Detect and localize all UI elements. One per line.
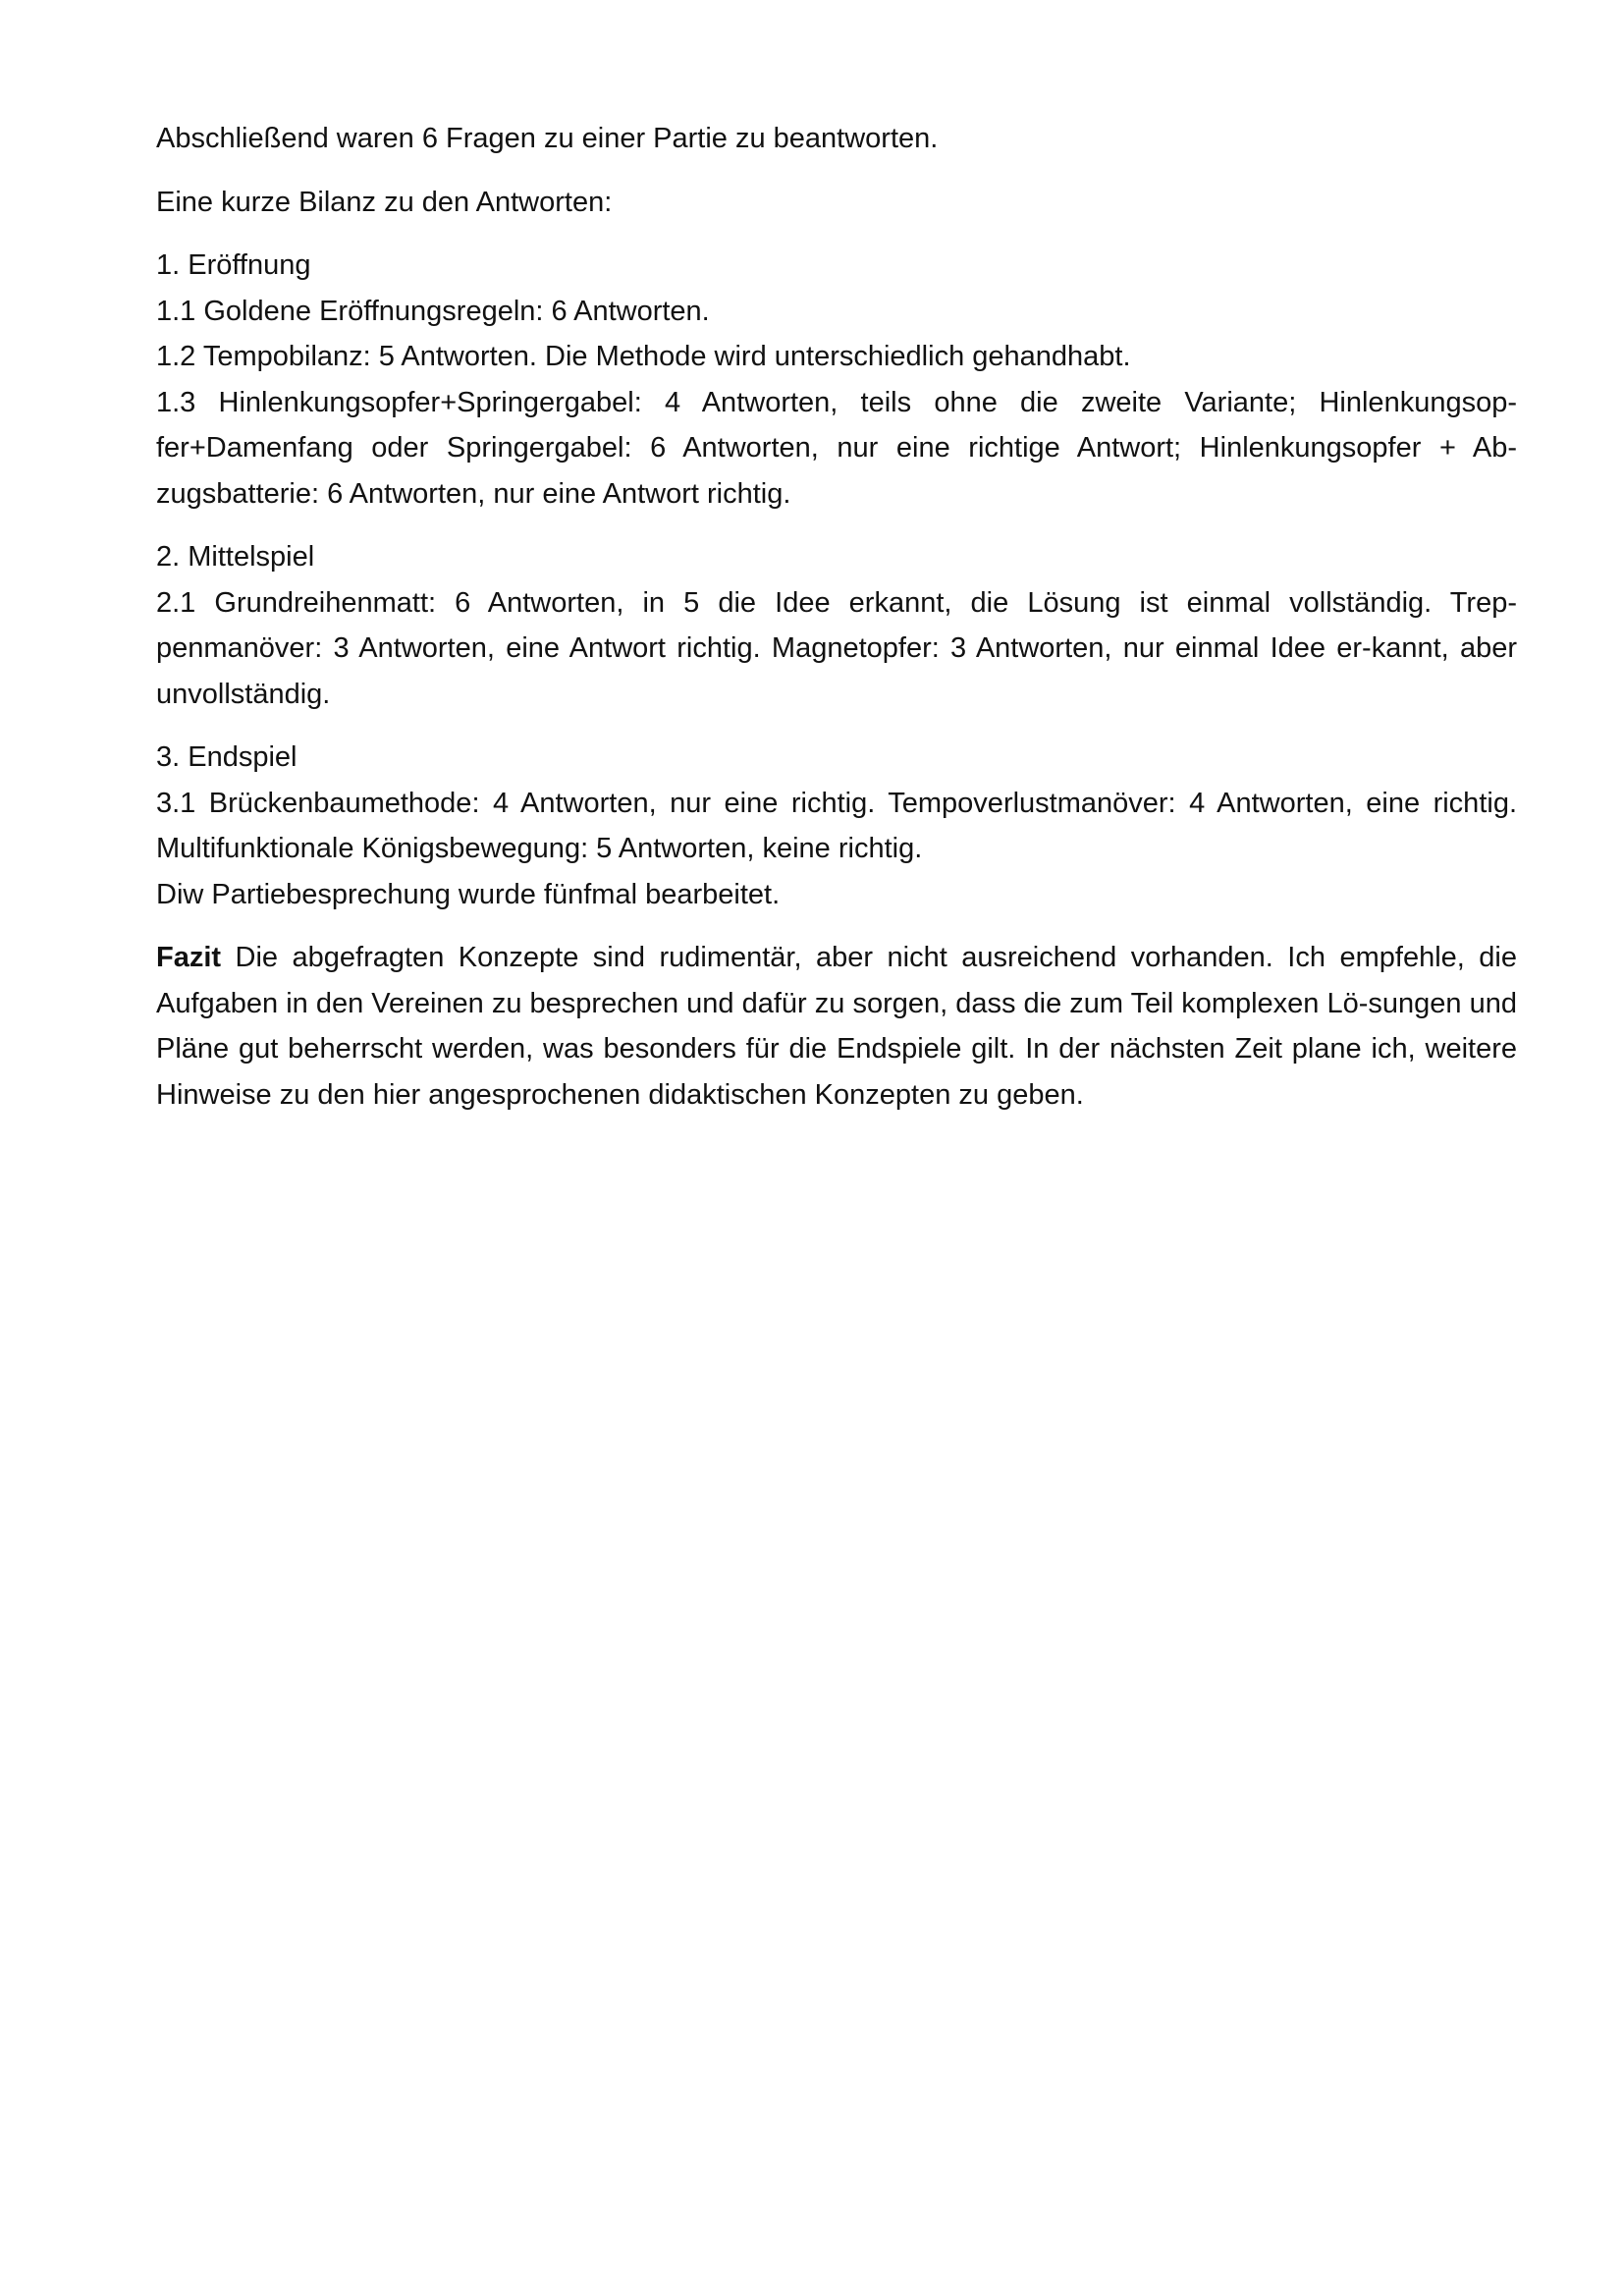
section-heading-opening: 1. Eröffnung xyxy=(156,249,311,281)
item-back-rank-mate: 2.1 Grundreihenmatt: 6 Antworten, in 5 die Idee erkannt, die Lösung ist einmal vollständig. Trep-penmanöver: 3 Antworten, eine Antwort richtig. Magnetopfer: 3 Antworten, nur einmal Idee er-kannt, aber unvollständig. xyxy=(156,586,1517,710)
section-endgame xyxy=(156,735,1517,917)
section-heading-endgame: 3. Endspiel xyxy=(156,741,298,773)
item-tempo-balance: 1.2 Tempobilanz: 5 Antworten. Die Methode wird unterschiedlich gehandhabt. xyxy=(156,341,1131,372)
intro-paragraph: Abschließend waren 6 Fragen zu einer Partie zu beantworten. xyxy=(156,123,939,154)
conclusion-text: Die abgefragten Konzepte sind rudimentär, aber nicht ausreichend vorhanden. Ich empfehle, die Aufgaben in den Vereinen zu besprechen und dafür zu sorgen, dass die zum Teil komplexen Lö-sungen und Pläne gut beherrscht werden, was besonders für die Endspiele gilt. In der nächsten Zeit plane ich, weitere Hinweise zu den hier angesprochenen didaktischen Konzepten zu geben. xyxy=(156,942,1517,1111)
document-body xyxy=(156,116,1517,1135)
conclusion-label: Fazit xyxy=(156,942,222,973)
section-middlegame xyxy=(156,534,1517,717)
conclusion-paragraph xyxy=(156,935,1517,1118)
section-heading-middlegame: 2. Mittelspiel xyxy=(156,541,315,573)
section-opening xyxy=(156,243,1517,517)
item-game-review: Diw Partiebesprechung wurde fünfmal bearbeitet. xyxy=(156,878,781,910)
item-golden-rules: 1.1 Goldene Eröffnungsregeln: 6 Antworten. xyxy=(156,295,710,327)
item-bridge-building: 3.1 Brückenbaumethode: 4 Antworten, nur eine richtig. Tempoverlustmanöver: 4 Antworten, eine richtig. Multifunktionale Königsbewegung: 5 Antworten, keine richtig. xyxy=(156,787,1517,864)
intro-summary-paragraph: Eine kurze Bilanz zu den Antworten: xyxy=(156,186,613,218)
item-deflection-sacrifice: 1.3 Hinlenkungsopfer+Springergabel: 4 Antworten, teils ohne die zweite Variante; Hinlenkungsop-fer+Damenfang oder Springergabel: 6 Antworten, nur eine richtige Antwort; Hinlenkungsopfer + Ab-zugsbatterie: 6 Antworten, nur eine Antwort richtig. xyxy=(156,386,1517,510)
